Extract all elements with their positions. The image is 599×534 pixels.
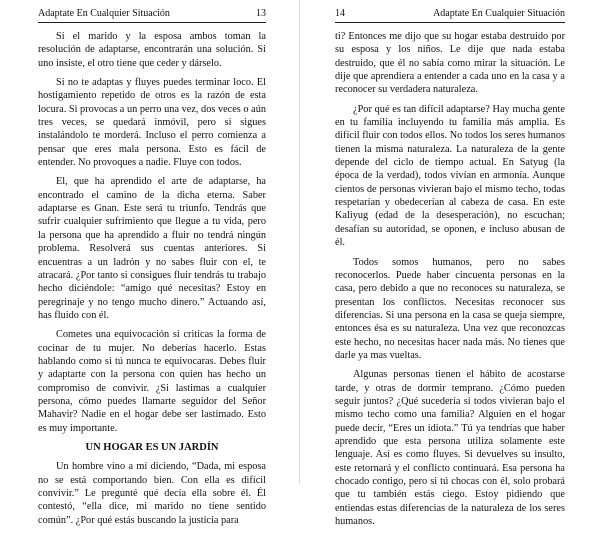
left-paragraph-1: Si el marido y la esposa ambos toman la resolución de adaptarse, encontrarán una solución. Si uno insiste, el otro tiene que ceder y dárselo. [38,31,266,69]
left-header-title: Adaptate En Cualquier Situación [38,8,170,19]
right-page-text [335,30,565,534]
left-paragraph-2: Si no te adaptas y fluyes puedes terminar loco. El hostigamiento repetido de otros es la razón de esta locura. Si provocas a un perro una vez, dos veces o aún tres veces, se quedará inmóvil, pero si sigues instalándolo te morderá. Incluso el perro comienza a pensar que eres mala persona. Esto es fácil de entender. No provoques a nadie. Fluye con todos. [38,77,266,169]
right-paragraph-1: ¿Por qué es tan difícil adaptarse? Hay mucha gente en tu familia incluyendo tu familia más amplia. Es difícil fluir con todos ellos. No todos los seres humanos tienen la misma naturaleza. La naturaleza de la gente depende del ciclo de tiempo actual. En Satyug (la época de la verdad), todos vivían en armonía. Aunque cientos de personas vivieran bajo el mismo techo, todas respetarían y obedecerían al cabeza de casa. En este Kaliyug (edad de la desesperación), no escuchan; desafían su autoridad, se oponen, e incluso abusan de él. [335,103,565,249]
left-page-text [38,30,266,533]
right-header-rule [335,22,565,23]
left-paragraph-3: El, que ha aprendido el arte de adaptarse, ha encontrado el camino de la dicha eterna. Saber adaptarse es Gnan. Este será tu triunfo. Tendrás que sufrir cualquier sufrimiento que llegue a tu vida, pero la persona que ha aprendido a fluir no tendrá ningún problema. Resolverá sus cuentas anteriores. Si encuentras a un ladrón y no sabes fluir con el, te atracará. ¿Por tanto si consigues fluir tendrás tu trabajo hecho diciéndole: “amigo qué necesitas? Estoy en peregrinaje y no tengo mucho dinero.” Actuando así, has fluido con él. [38,176,266,321]
left-paragraph-4: Cometes una equivocación si criticas la forma de cocinar de tu mujer. No deberías hacerlo. Estas hablando como si tú nunca te equivocaras. Debes fluir y adaptarte con la persona con quien has hecho un compromiso de convivir. ¿Si lastimas a cualquier persona, cómo puedes llamarte seguidor del Señor Mahavir? Nadie en el hogar debe ser lastimado. Esto es muy importante. [38,329,266,434]
section-heading: UN HOGAR ES UN JARDÍN [85,441,219,453]
right-paragraph-continuation: ti? Entonces me dijo que su hogar estaba destruido por su esposa y los niños. Le dije que nada estaba destruido, que él no sabía como mirar la situación. Le dije que aprendiera a entender a cada uno en la casa y a reconocer su verdadera naturaleza. [335,31,565,96]
left-page-number: 13 [256,8,266,19]
right-page-number: 14 [335,8,345,19]
right-page-header [335,8,565,20]
left-header-rule [38,22,266,23]
right-paragraph-2: Todos somos humanos, pero no sabes reconocerlos. Puede haber cincuenta personas en la casa, pero debido a que no reconoces su naturaleza, se presentan los conflictos. Necesitas reconocer sus diferencias. Si una persona en la casa se queja siempre, entonces ésa es su naturaleza. Una vez que reconozcas este hecho, no necesitas hacer nada más. No tienes que darle ya mas vueltas. [335,256,565,361]
left-page-header [38,8,266,20]
left-page [0,0,300,526]
right-header-title: Adaptate En Cualquier Situación [433,8,565,19]
right-paragraph-3: Algunas personas tienen el hábito de acostarse tarde, y otras de dormir temprano. ¿Cómo pueden seguir juntos? ¿Qué sucedería si todos vivieran bajo el mismo techo como una familia? Alguien en el hogar puede decir, “Eres un idiota.” Tú ya tendrías que haber aprendido que esta persona utiliza solamente este lenguaje. Así es como fluyes. Si devuelves su insulto, este retornará y el conflicto continuará. Esa persona ha chocado contigo, pero si tú chocas con él, solo probará que tu también estás ciego. Estoy pidiendo que entiendas estas diferencias de la naturaleza de los seres humanos. [335,369,565,528]
right-page [300,0,599,528]
left-paragraph-5: Un hombre vino a mí diciendo, “Dada, mi esposa no se está comportando bien. Con ella es difícil convivir.” Le pregunté qué decía ella sobre él. Él contestó, “ella dice, mi marido no tiene sentido común”. ¿Por qué estás buscando la justicia para [38,461,266,526]
